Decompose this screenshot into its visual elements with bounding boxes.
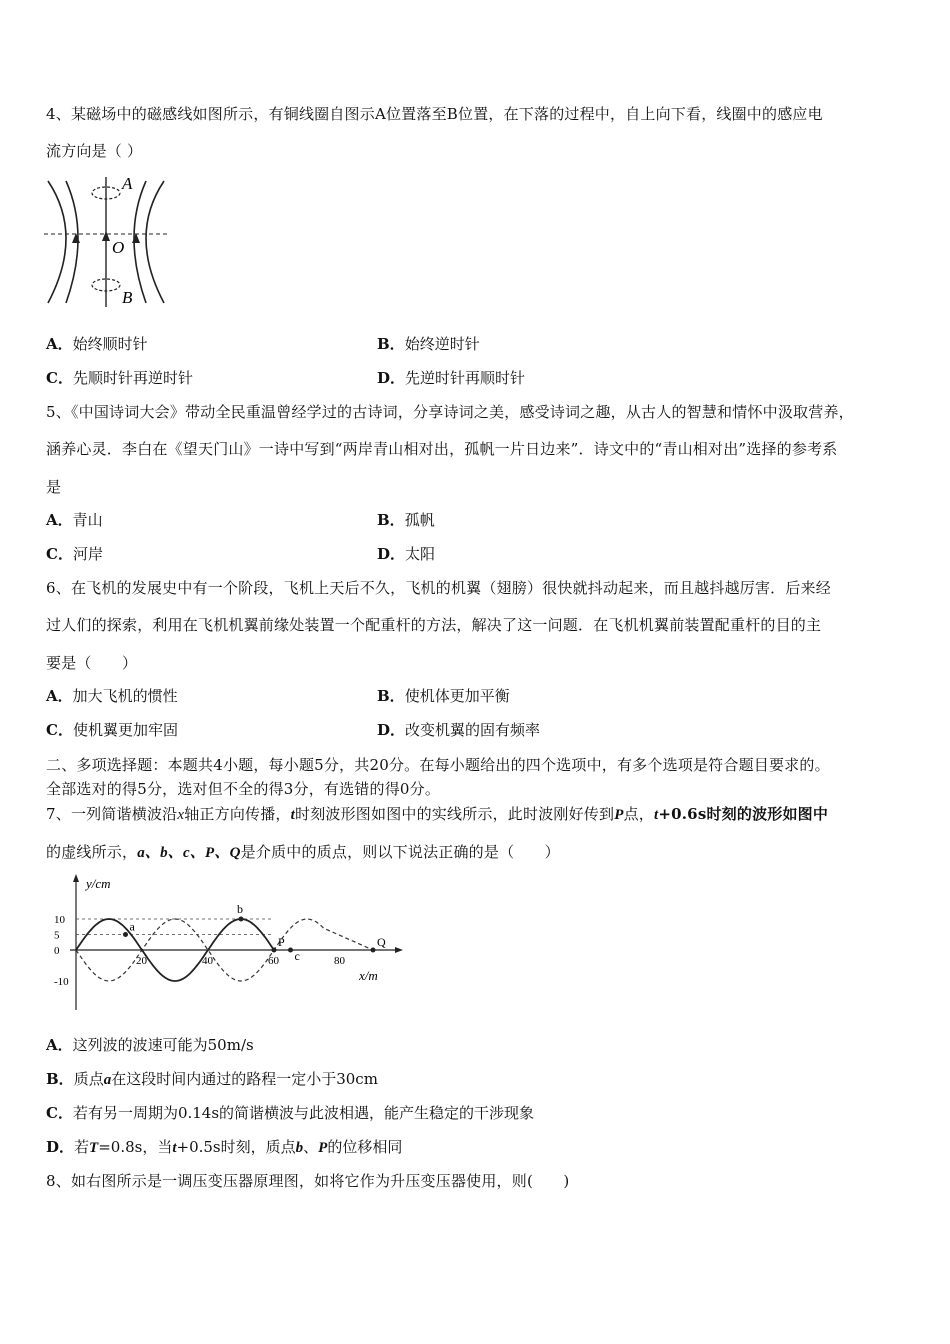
y-tick-label: 5 xyxy=(54,929,60,942)
q5-stem-line1: 5、《中国诗词大会》带动全民重温曾经学过的古诗词，分享诗词之美，感受诗词之趣，从古人的智慧和情怀中汲取营养， xyxy=(46,403,854,421)
q4-option-b[interactable]: B．始终逆时针 xyxy=(377,335,480,353)
q4-stem-line2: 流方向是（ ） xyxy=(46,142,143,160)
y-tick-label: 0 xyxy=(54,945,60,957)
q6-option-b[interactable]: B．使机体更加平衡 xyxy=(377,687,510,705)
q5-option-c[interactable]: C．河岸 xyxy=(46,545,103,563)
wave-chart xyxy=(44,870,409,1015)
point-c xyxy=(288,948,293,953)
point-b xyxy=(239,917,244,922)
x-tick-label: 20 xyxy=(136,955,147,967)
y-axis-arrow xyxy=(73,874,79,882)
q5-option-b[interactable]: B．孤帆 xyxy=(377,511,435,529)
x-tick-label: 60 xyxy=(268,955,279,967)
point-a xyxy=(123,932,128,937)
point-q xyxy=(371,948,376,953)
q7-option-a[interactable]: A．这列波的波速可能为50m/s xyxy=(46,1036,254,1054)
y-axis-label: y/cm xyxy=(86,876,111,891)
q6-stem-line1: 6、在飞机的发展史中有一个阶段，飞机上天后不久，飞机的机翼（翅膀）很快就抖动起来，而且越抖越厉害．后来经 xyxy=(46,579,831,597)
q5-stem-line2: 涵养心灵．李白在《望天门山》一诗中写到“两岸青山相对出，孤帆一片日边来”．诗文中的“青山相对出”选择的参考系 xyxy=(46,440,838,458)
q4-option-a[interactable]: A．始终顺时针 xyxy=(46,335,148,353)
q5-option-d[interactable]: D．太阳 xyxy=(377,545,436,563)
fig-label-o: O xyxy=(112,238,125,257)
q7-option-c[interactable]: C．若有另一周期为0.14s的简谐横波与此波相遇，能产生稳定的干涉现象 xyxy=(46,1104,535,1122)
q6-stem-line3: 要是（ ） xyxy=(46,654,138,672)
x-axis-label: x/m xyxy=(359,968,378,983)
x-axis-arrow xyxy=(395,947,403,953)
q4-stem-line1: 4、某磁场中的磁感线如图所示，有铜线圈自图示A位置落至B位置，在下落的过程中，自上向下看，线圈中的感应电 xyxy=(46,105,823,123)
q4-option-d[interactable]: D．先逆时针再顺时针 xyxy=(377,369,526,387)
fig-label-b: B xyxy=(122,288,133,307)
x-tick-label: 80 xyxy=(334,955,345,967)
q4-option-c[interactable]: C．先顺时针再逆时针 xyxy=(46,369,193,387)
q5-option-a[interactable]: A．青山 xyxy=(46,511,103,529)
q6-option-c[interactable]: C．使机翼更加牢固 xyxy=(46,721,178,739)
q7-stem-line1: 7、一列简谐横波沿x轴正方向传播，t时刻波形图如图中的实线所示，此时波刚好传到P点，t+0.6s时刻的波形如图中 xyxy=(46,805,829,823)
magnetic-field-figure xyxy=(44,175,168,310)
point-label-p: P xyxy=(278,935,285,949)
q6-stem-line2: 过人们的探索，利用在飞机机翼前缘处装置一个配重杆的方法，解决了这一问题．在飞机机翼前装置配重杆的目的主 xyxy=(46,616,822,634)
fig-label-a: A xyxy=(122,175,133,193)
point-p xyxy=(272,948,277,953)
q8-stem-line1: 8、如右图所示是一调压变压器原理图，如将它作为升压变压器使用，则( ) xyxy=(46,1172,570,1190)
q7-option-b[interactable]: B．质点a在这段时间内通过的路程一定小于30cm xyxy=(46,1070,378,1088)
q5-stem-line3: 是 xyxy=(46,478,62,496)
q6-option-d[interactable]: D．改变机翼的固有频率 xyxy=(377,721,541,739)
point-label-c: c xyxy=(294,949,300,963)
point-label-q: Q xyxy=(377,935,386,949)
point-label-a: a xyxy=(129,919,135,934)
y-tick-label: -10 xyxy=(54,976,69,988)
q7-option-d[interactable]: D．若T=0.8s，当t+0.5s时刻，质点b、P的位移相同 xyxy=(46,1138,403,1156)
point-label-b: b xyxy=(237,902,243,916)
section2-heading-line2: 全部选对的得5分，选对但不全的得3分，有选错的得0分。 xyxy=(46,780,441,798)
y-tick-label: 10 xyxy=(54,914,65,926)
q7-stem-line2: 的虚线所示，a、b、c、P、Q是介质中的质点，则以下说法正确的是（ ） xyxy=(46,843,560,861)
q6-option-a[interactable]: A．加大飞机的惯性 xyxy=(46,687,178,705)
section2-heading-line1: 二、多项选择题：本题共4小题，每小题5分，共20分。在每小题给出的四个选项中，有多个选项是符合题目要求的。 xyxy=(46,756,830,774)
x-tick-label: 40 xyxy=(202,955,213,967)
